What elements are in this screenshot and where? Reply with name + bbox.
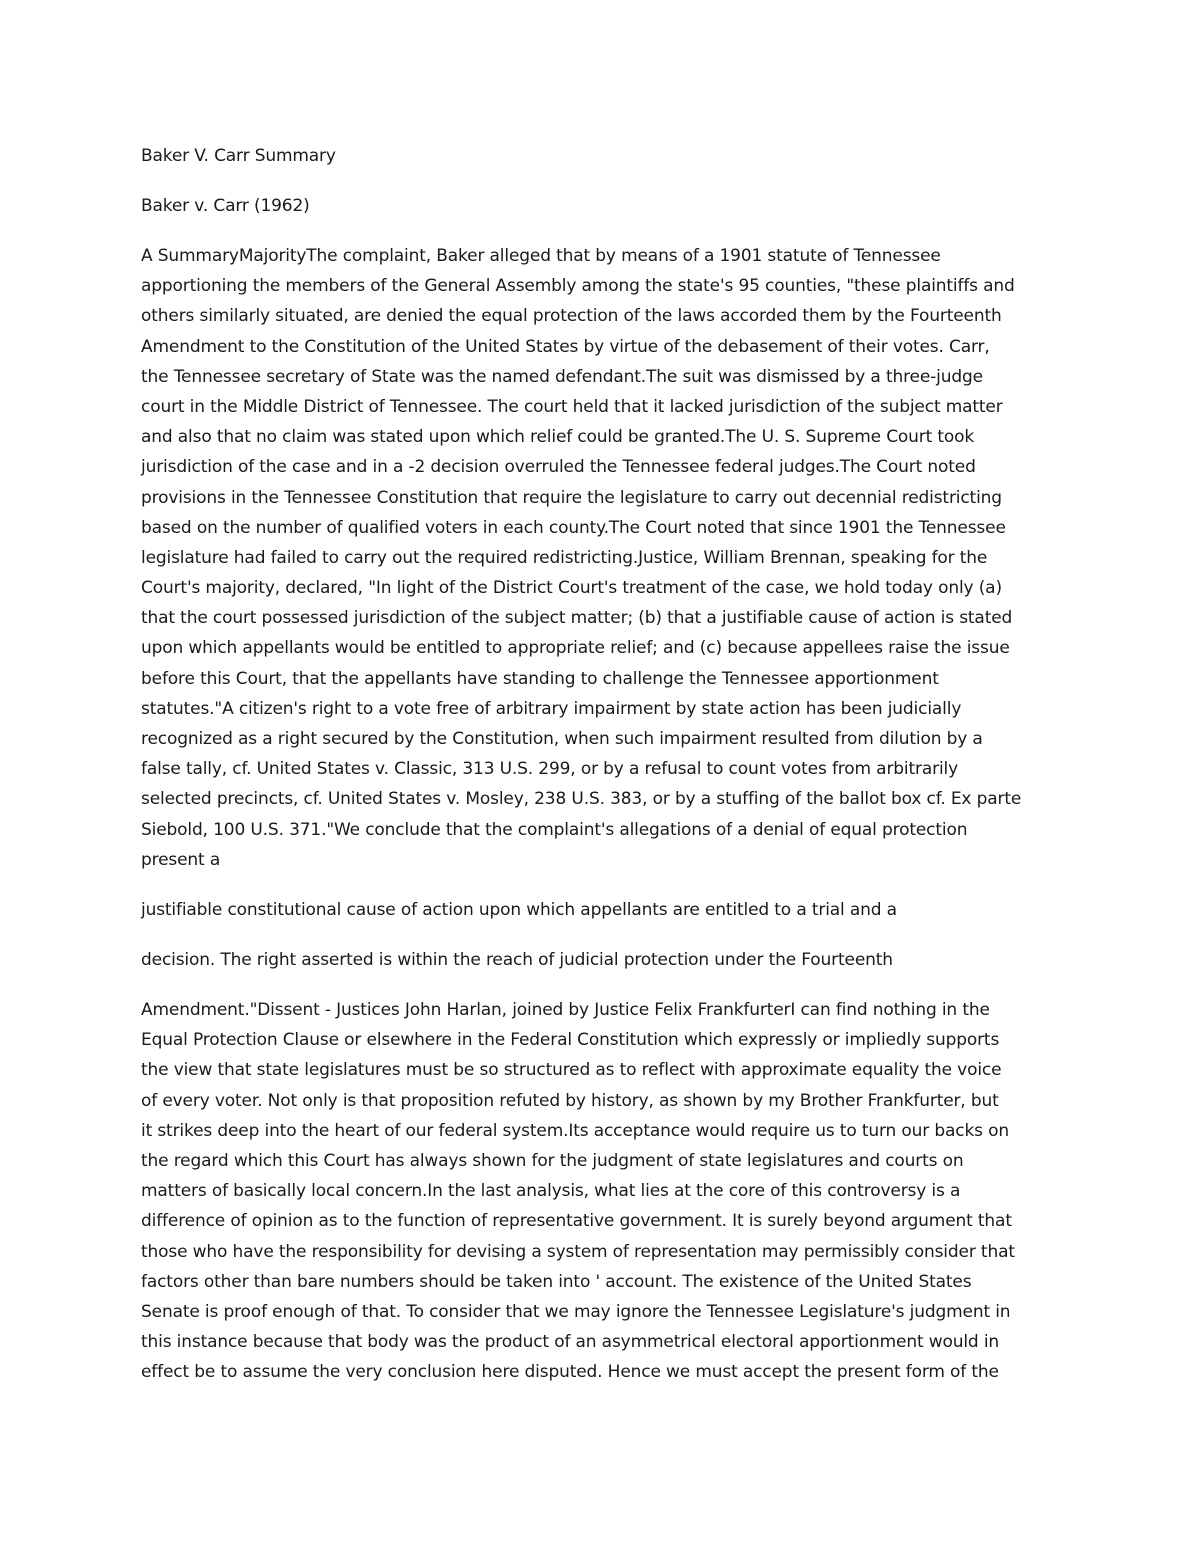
text-line: this instance because that body was the product of an asymmetrical electoral apportionment would in (141, 1332, 1000, 1353)
text-line: Senate is proof enough of that. To consider that we may ignore the Tennessee Legislature's judgment in (141, 1301, 1011, 1322)
text-line: difference of opinion as to the function of representative government. It is surely beyond argument that (141, 1211, 1012, 1232)
paragraph-continuation-2: decision. The right asserted is within the reach of judicial protection under the Fourteenth (141, 950, 893, 970)
text-line: before this Court, that the appellants have standing to challenge the Tennessee apportionment (141, 668, 939, 689)
text-line: and also that no claim was stated upon which relief could be granted.The U. S. Supreme Court took (141, 427, 975, 448)
text-line: others similarly situated, are denied the equal protection of the laws accorded them by the Fourteenth (141, 306, 1002, 327)
text-line: Equal Protection Clause or elsewhere in the Federal Constitution which expressly or impliedly supports (141, 1030, 1000, 1051)
text-line: recognized as a right secured by the Constitution, when such impairment resulted from dilution by a (141, 729, 983, 749)
text-line: legislature had failed to carry out the required redistricting.Justice, William Brennan, speaking for the (141, 547, 988, 568)
text-line: Court's majority, declared, "In light of the District Court's treatment of the case, we hold today only (a) (141, 578, 1002, 599)
text-line: statutes."A citizen's right to a vote free of arbitrary impairment by state action has been judicially (141, 698, 962, 719)
text-line: based on the number of qualified voters in each county.The Court noted that since 1901 the Tennessee (141, 517, 1006, 538)
paragraph-dissent (141, 995, 1071, 1387)
text-line: selected precincts, cf. United States v. Mosley, 238 U.S. 383, or by a stuffing of the ballot box cf. Ex parte (141, 789, 1022, 810)
text-line: those who have the responsibility for devising a system of representation may permissibly consider that (141, 1241, 1015, 1262)
text-line: effect be to assume the very conclusion here disputed. Hence we must accept the present form of the (141, 1362, 999, 1383)
text-line: the regard which this Court has always shown for the judgment of state legislatures and courts on (141, 1150, 964, 1171)
text-line: of every voter. Not only is that proposition refuted by history, as shown by my Brother Frankfurter, but (141, 1090, 999, 1111)
text-line: present a (141, 849, 221, 870)
paragraph-continuation-1: justifiable constitutional cause of action upon which appellants are entitled to a trial and a (141, 900, 897, 920)
text-line: A SummaryMajorityThe complaint, Baker alleged that by means of a 1901 statute of Tennessee (141, 246, 941, 266)
document-subtitle: Baker v. Carr (1962) (141, 196, 310, 216)
document-title: Baker V. Carr Summary (141, 146, 336, 166)
text-line: Amendment."Dissent - Justices John Harlan, joined by Justice Felix FrankfurterI can find nothing in the (141, 1000, 990, 1020)
text-line: upon which appellants would be entitled to appropriate relief; and (c) because appellees raise the issue (141, 638, 1010, 659)
text-line: Amendment to the Constitution of the United States by virtue of the debasement of their votes. Carr, (141, 336, 990, 357)
text-line: factors other than bare numbers should be taken into ' account. The existence of the United States (141, 1271, 972, 1292)
text-line: that the court possessed jurisdiction of the subject matter; (b) that a justifiable cause of action is stated (141, 608, 1013, 629)
text-line: apportioning the members of the General Assembly among the state's 95 counties, "these plaintiffs and (141, 276, 1015, 297)
text-line: jurisdiction of the case and in a -2 decision overruled the Tennessee federal judges.The Court noted (141, 457, 976, 478)
text-line: court in the Middle District of Tennessee. The court held that it lacked jurisdiction of the subject matter (141, 396, 1003, 417)
paragraph-majority (141, 241, 1071, 875)
text-line: false tally, cf. United States v. Classic, 313 U.S. 299, or by a refusal to count votes from arbitrarily (141, 759, 959, 780)
text-line: provisions in the Tennessee Constitution that require the legislature to carry out decennial redistricting (141, 487, 1002, 508)
text-line: the view that state legislatures must be so structured as to reflect with approximate equality the voice (141, 1060, 1002, 1081)
text-line: the Tennessee secretary of State was the named defendant.The suit was dismissed by a three-judge (141, 366, 983, 387)
text-line: matters of basically local concern.In the last analysis, what lies at the core of this controversy is a (141, 1181, 961, 1202)
text-line: Siebold, 100 U.S. 371."We conclude that the complaint's allegations of a denial of equal protection (141, 819, 968, 840)
text-line: it strikes deep into the heart of our federal system.Its acceptance would require us to turn our backs on (141, 1120, 1009, 1141)
